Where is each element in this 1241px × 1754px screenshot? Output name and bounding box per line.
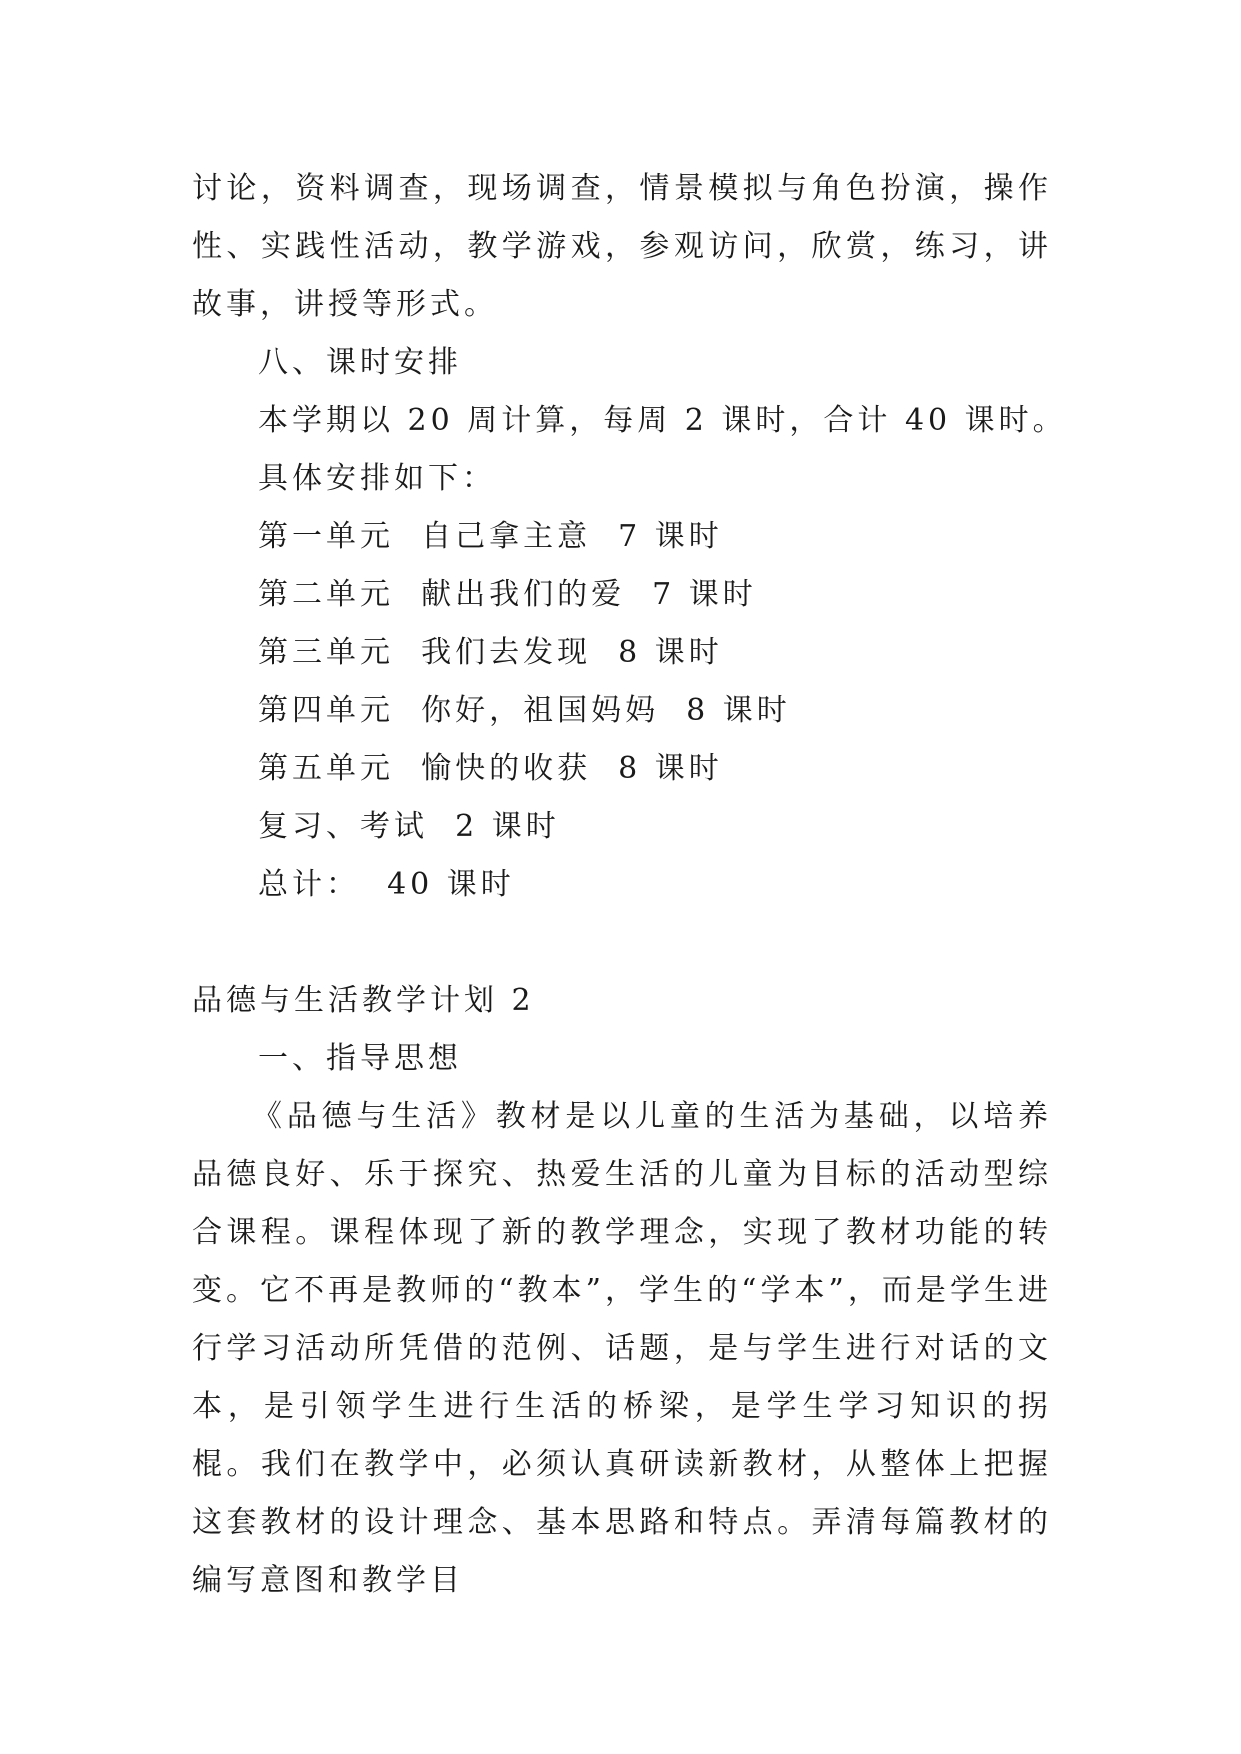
section-gap [192,914,1052,972]
section-heading: 八、课时安排 [258,345,462,380]
guide-paragraph: 《品德与生活》教材是以儿童的生活为基础，以培养品德良好、乐于探究、热爱生活的儿童为目标的活动型综合课程。课程体现了新的教学理念，实现了教材功能的转变。它不再是教师的“教本”，学生的“学本”，而是学生进行学习活动所凭借的范例、话题，是与学生进行对话的文本，是引领学生进行生活的桥梁，是学生学习知识的拐棍。我们在教学中，必须认真研读新教材，从整体上把握这套教材的设计理念、基本思路和特点。弄清每篇教材的编写意图和教学目 [192,1099,1052,1598]
unit-line: 第一单元 自己拿主意 7 课时 [258,519,723,554]
guide-heading: 一、指导思想 [258,1041,462,1076]
document-body [192,160,1067,1610]
unit-line: 复习、考试 2 课时 [258,809,560,844]
total-line: 总计： 40 课时 [258,867,515,902]
semester-summary: 本学期以 20 周计算，每周 2 课时，合计 40 课时。 [258,403,1067,438]
unit-line: 第三单元 我们去发现 8 课时 [258,635,723,670]
intro-paragraph: 讨论，资料调查，现场调查，情景模拟与角色扮演，操作性、实践性活动，教学游戏，参观访问，欣赏，练习，讲故事，讲授等形式。 [192,171,1052,322]
arrangement-intro: 具体安排如下： [258,461,496,496]
plan-title: 品德与生活教学计划 2 [192,983,535,1018]
unit-line: 第四单元 你好，祖国妈妈 8 课时 [258,693,791,728]
unit-line: 第二单元 献出我们的爱 7 课时 [258,577,757,612]
unit-line: 第五单元 愉快的收获 8 课时 [258,751,723,786]
